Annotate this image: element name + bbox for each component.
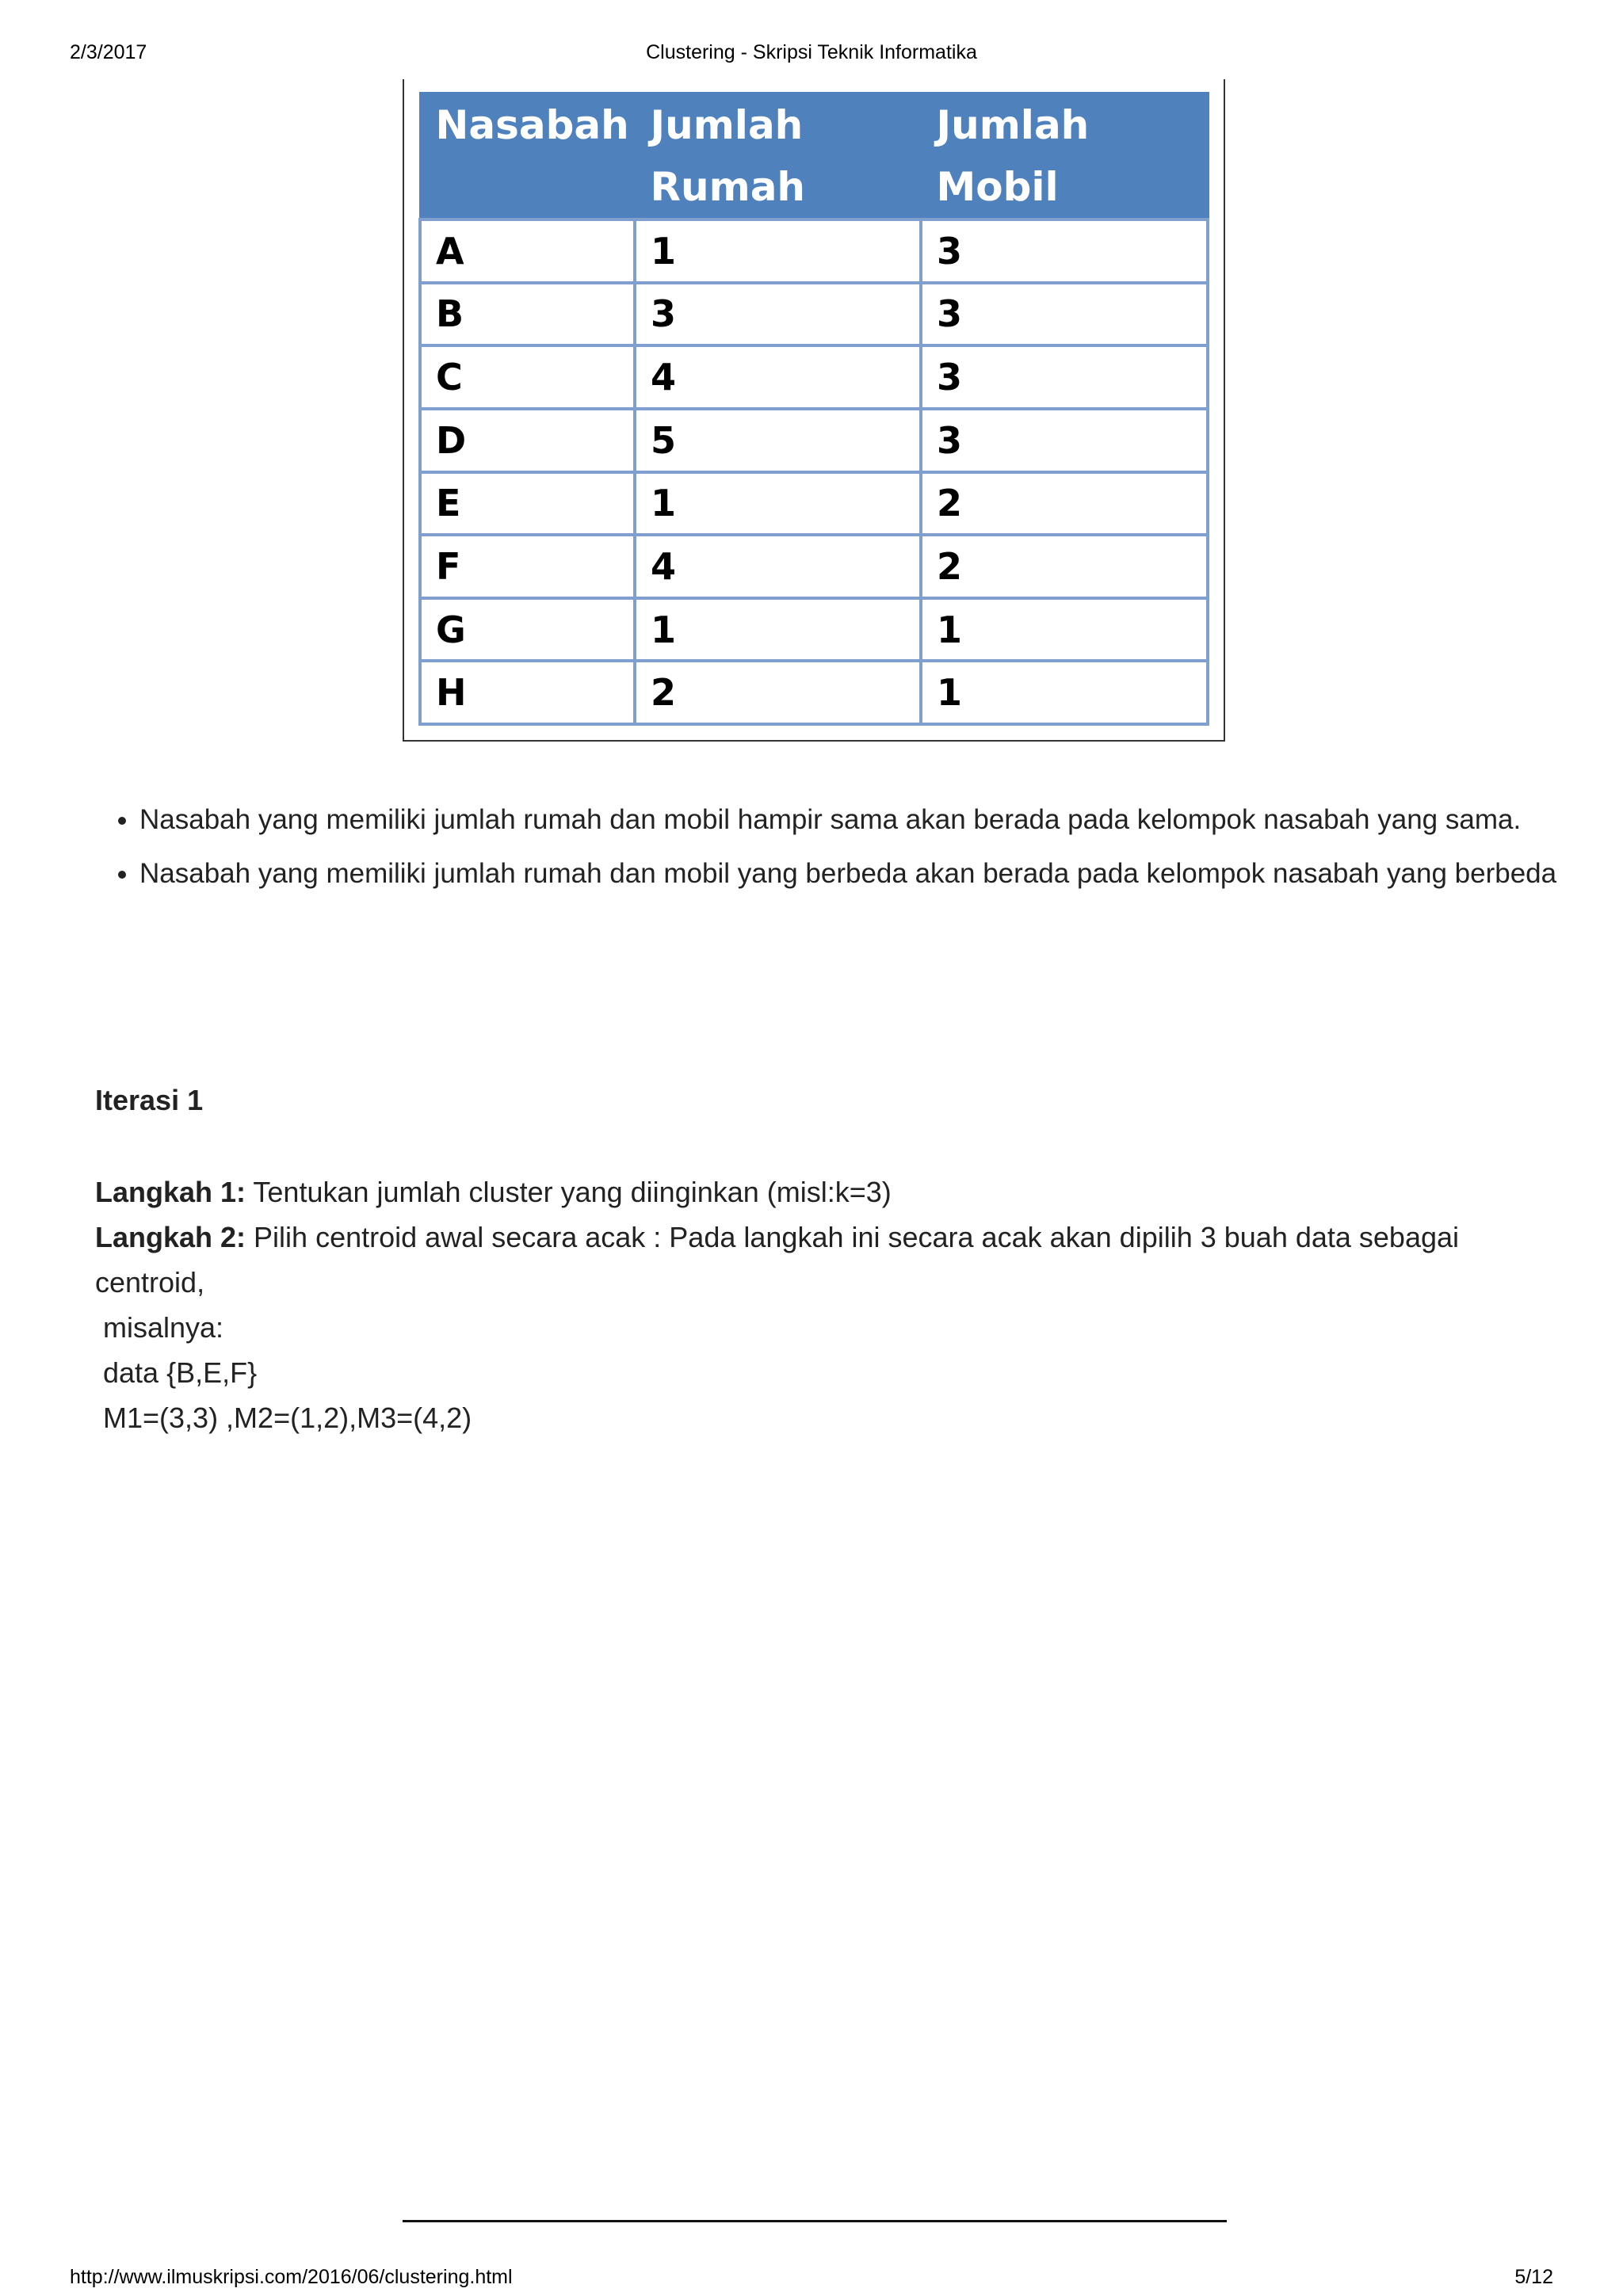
table-row xyxy=(420,535,1208,598)
step-2 xyxy=(95,1215,1537,1305)
customer-table xyxy=(418,92,1209,726)
header-jumlah-rumah: Jumlah Rumah xyxy=(635,93,921,220)
cell-rumah: 2 xyxy=(635,661,921,724)
header-nasabah: Nasabah xyxy=(420,93,635,220)
step-2-label: Langkah 2: xyxy=(95,1221,246,1253)
table-row xyxy=(420,661,1208,724)
cell-rumah: 1 xyxy=(635,472,921,536)
cell-rumah: 4 xyxy=(635,345,921,409)
cell-rumah: 1 xyxy=(635,598,921,662)
steps-block xyxy=(95,1169,1537,1440)
iteration-heading: Iterasi 1 xyxy=(95,1084,204,1116)
footer-divider xyxy=(403,2220,1227,2222)
table-row xyxy=(420,345,1208,409)
data-set-line: data {B,E,F} xyxy=(103,1356,258,1389)
cell-nasabah: C xyxy=(420,345,635,409)
cell-mobil: 3 xyxy=(921,283,1208,346)
cell-rumah: 5 xyxy=(635,409,921,472)
step-1-label: Langkah 1: xyxy=(95,1176,246,1208)
print-footer xyxy=(70,2266,1553,2291)
cell-nasabah: D xyxy=(420,409,635,472)
page-url: http://www.ilmuskripsi.com/2016/06/clustering.html xyxy=(70,2266,513,2288)
cell-mobil: 3 xyxy=(921,345,1208,409)
cell-nasabah: A xyxy=(420,219,635,283)
header-jumlah-mobil: Jumlah Mobil xyxy=(921,93,1208,220)
table-row xyxy=(420,472,1208,536)
cell-mobil: 3 xyxy=(921,409,1208,472)
print-header xyxy=(70,41,1553,67)
table-row xyxy=(420,409,1208,472)
table-header-row xyxy=(420,93,1208,220)
cell-mobil: 2 xyxy=(921,472,1208,536)
cell-mobil: 1 xyxy=(921,661,1208,724)
bullet-item: • Nasabah yang memiliki jumlah rumah dan mobil yang berbeda akan berada pada kelompok nasabah yang berbeda xyxy=(139,854,1598,894)
cell-nasabah: F xyxy=(420,535,635,598)
print-date: 2/3/2017 xyxy=(70,41,147,63)
cell-rumah: 4 xyxy=(635,535,921,598)
centroids-line: M1=(3,3) ,M2=(1,2),M3=(4,2) xyxy=(103,1402,472,1434)
step-2-text: Pilih centroid awal secara acak : Pada langkah ini secara acak akan dipilih 3 buah data sebagai centroid, xyxy=(95,1221,1460,1299)
cell-nasabah: G xyxy=(420,598,635,662)
cell-rumah: 1 xyxy=(635,219,921,283)
cell-mobil: 2 xyxy=(921,535,1208,598)
step-1-text: Tentukan jumlah cluster yang diinginkan (misl:k=3) xyxy=(246,1176,892,1208)
bullet-list xyxy=(95,800,1598,908)
bullet-item: • Nasabah yang memiliki jumlah rumah dan mobil hampir sama akan berada pada kelompok nasabah yang sama. xyxy=(139,800,1598,840)
step-1 xyxy=(95,1169,1537,1215)
cell-nasabah: E xyxy=(420,472,635,536)
table-image xyxy=(403,79,1225,742)
table-row xyxy=(420,219,1208,283)
cell-rumah: 3 xyxy=(635,283,921,346)
table-row xyxy=(420,283,1208,346)
table-row xyxy=(420,598,1208,662)
cell-mobil: 1 xyxy=(921,598,1208,662)
print-title: Clustering - Skripsi Teknik Informatika xyxy=(646,41,977,63)
misalnya-line: misalnya: xyxy=(103,1311,224,1344)
cell-nasabah: H xyxy=(420,661,635,724)
page-number: 5/12 xyxy=(1514,2266,1553,2288)
cell-nasabah: B xyxy=(420,283,635,346)
cell-mobil: 3 xyxy=(921,219,1208,283)
